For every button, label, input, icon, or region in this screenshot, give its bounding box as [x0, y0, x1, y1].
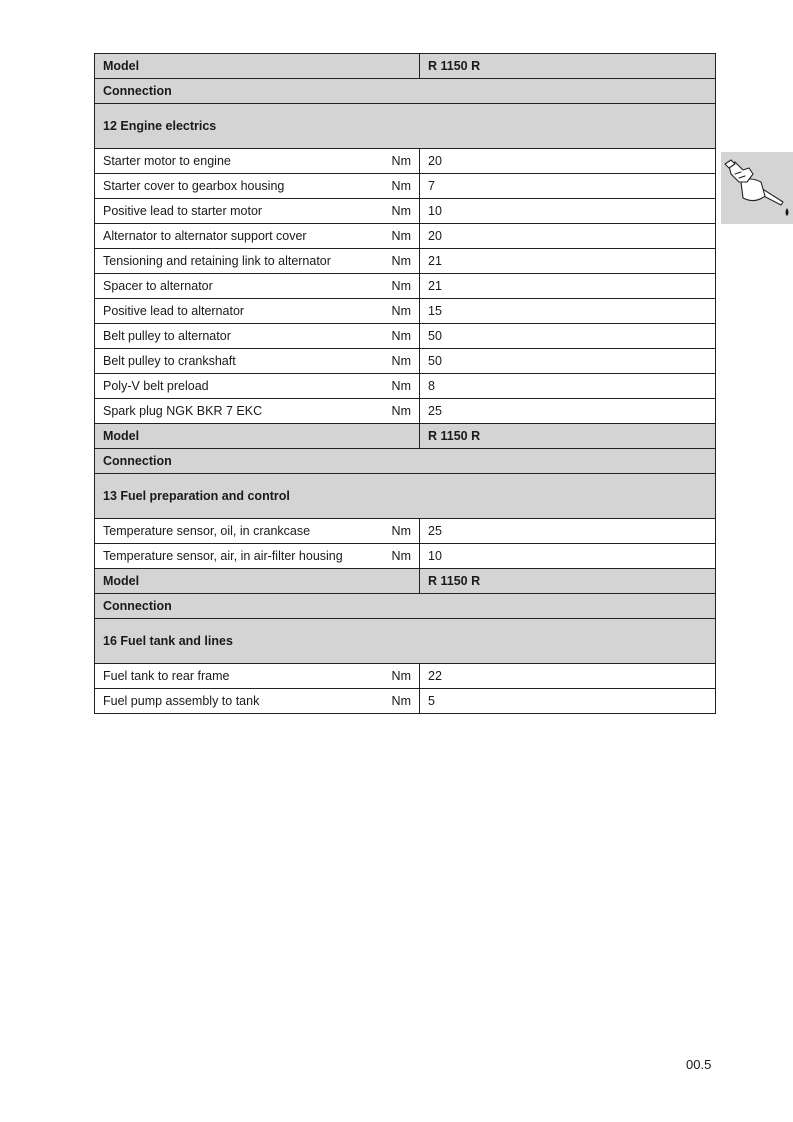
table-row [95, 689, 716, 714]
oil-can-hand-icon [721, 152, 793, 224]
model-label: Model [95, 569, 420, 594]
connection-name: Belt pulley to alternator [103, 329, 231, 343]
torque-unit: Nm [391, 404, 411, 418]
connection-name: Positive lead to alternator [103, 304, 245, 318]
table-row [95, 399, 716, 424]
section-title-row [95, 474, 716, 519]
model-value: R 1150 R [420, 424, 716, 449]
connection-cell [95, 249, 420, 274]
connection-header-row [95, 594, 716, 619]
connection-cell [95, 274, 420, 299]
connection-name: Starter cover to gearbox housing [103, 179, 285, 193]
section-title: 12 Engine electrics [95, 104, 716, 149]
table-row [95, 249, 716, 274]
torque-unit: Nm [391, 329, 411, 343]
torque-unit: Nm [391, 354, 411, 368]
torque-unit: Nm [391, 204, 411, 218]
torque-value: 50 [420, 349, 716, 374]
torque-value: 7 [420, 174, 716, 199]
connection-header-row [95, 79, 716, 104]
connection-cell [95, 519, 420, 544]
connection-label: Connection [95, 79, 716, 104]
connection-cell [95, 374, 420, 399]
table-row [95, 174, 716, 199]
torque-unit: Nm [391, 279, 411, 293]
connection-cell [95, 174, 420, 199]
connection-label: Connection [95, 449, 716, 474]
model-value: R 1150 R [420, 569, 716, 594]
connection-cell [95, 199, 420, 224]
table-row [95, 274, 716, 299]
torque-unit: Nm [391, 254, 411, 268]
torque-value: 20 [420, 224, 716, 249]
model-header-row [95, 569, 716, 594]
connection-name: Temperature sensor, oil, in crankcase [103, 524, 311, 538]
torque-unit: Nm [391, 154, 411, 168]
section-title-row [95, 619, 716, 664]
connection-cell [95, 689, 420, 714]
table-row [95, 224, 716, 249]
section-title: 16 Fuel tank and lines [95, 619, 716, 664]
torque-value: 10 [420, 199, 716, 224]
torque-value: 50 [420, 324, 716, 349]
connection-cell [95, 349, 420, 374]
model-label: Model [95, 54, 420, 79]
connection-name: Spacer to alternator [103, 279, 213, 293]
connection-name: Tensioning and retaining link to alternator [103, 254, 331, 268]
connection-label: Connection [95, 594, 716, 619]
connection-cell [95, 299, 420, 324]
connection-name: Fuel pump assembly to tank [103, 694, 260, 708]
connection-name: Alternator to alternator support cover [103, 229, 307, 243]
torque-value: 21 [420, 249, 716, 274]
table-row [95, 519, 716, 544]
connection-cell [95, 224, 420, 249]
oil-can-hand-graphic [721, 152, 793, 224]
connection-cell [95, 664, 420, 689]
section-title: 13 Fuel preparation and control [95, 474, 716, 519]
torque-value: 10 [420, 544, 716, 569]
connection-name: Spark plug NGK BKR 7 EKC [103, 404, 263, 418]
torque-value: 5 [420, 689, 716, 714]
model-label: Model [95, 424, 420, 449]
connection-cell [95, 544, 420, 569]
connection-cell [95, 399, 420, 424]
connection-header-row [95, 449, 716, 474]
torque-unit: Nm [391, 549, 411, 563]
table-row [95, 349, 716, 374]
connection-cell [95, 324, 420, 349]
torque-value: 25 [420, 399, 716, 424]
torque-unit: Nm [391, 694, 411, 708]
model-header-row [95, 424, 716, 449]
connection-name: Fuel tank to rear frame [103, 669, 230, 683]
connection-name: Belt pulley to crankshaft [103, 354, 236, 368]
model-header-row [95, 54, 716, 79]
torque-value: 15 [420, 299, 716, 324]
page-number: 00.5 [686, 1057, 712, 1072]
torque-value: 22 [420, 664, 716, 689]
table-row [95, 199, 716, 224]
connection-name: Poly-V belt preload [103, 379, 209, 393]
connection-cell [95, 149, 420, 174]
torque-value: 21 [420, 274, 716, 299]
table-row [95, 299, 716, 324]
table-row [95, 544, 716, 569]
connection-name: Starter motor to engine [103, 154, 231, 168]
model-value: R 1150 R [420, 54, 716, 79]
section-title-row [95, 104, 716, 149]
torque-unit: Nm [391, 179, 411, 193]
torque-unit: Nm [391, 524, 411, 538]
torque-unit: Nm [391, 229, 411, 243]
table-row [95, 374, 716, 399]
torque-spec-table [94, 53, 716, 714]
connection-name: Positive lead to starter motor [103, 204, 263, 218]
torque-unit: Nm [391, 669, 411, 683]
table-row [95, 664, 716, 689]
table-row [95, 324, 716, 349]
torque-value: 8 [420, 374, 716, 399]
torque-unit: Nm [391, 379, 411, 393]
table-row [95, 149, 716, 174]
connection-name: Temperature sensor, air, in air-filter housing [103, 549, 343, 563]
torque-unit: Nm [391, 304, 411, 318]
torque-value: 25 [420, 519, 716, 544]
spec-table-body [95, 54, 716, 714]
torque-value: 20 [420, 149, 716, 174]
